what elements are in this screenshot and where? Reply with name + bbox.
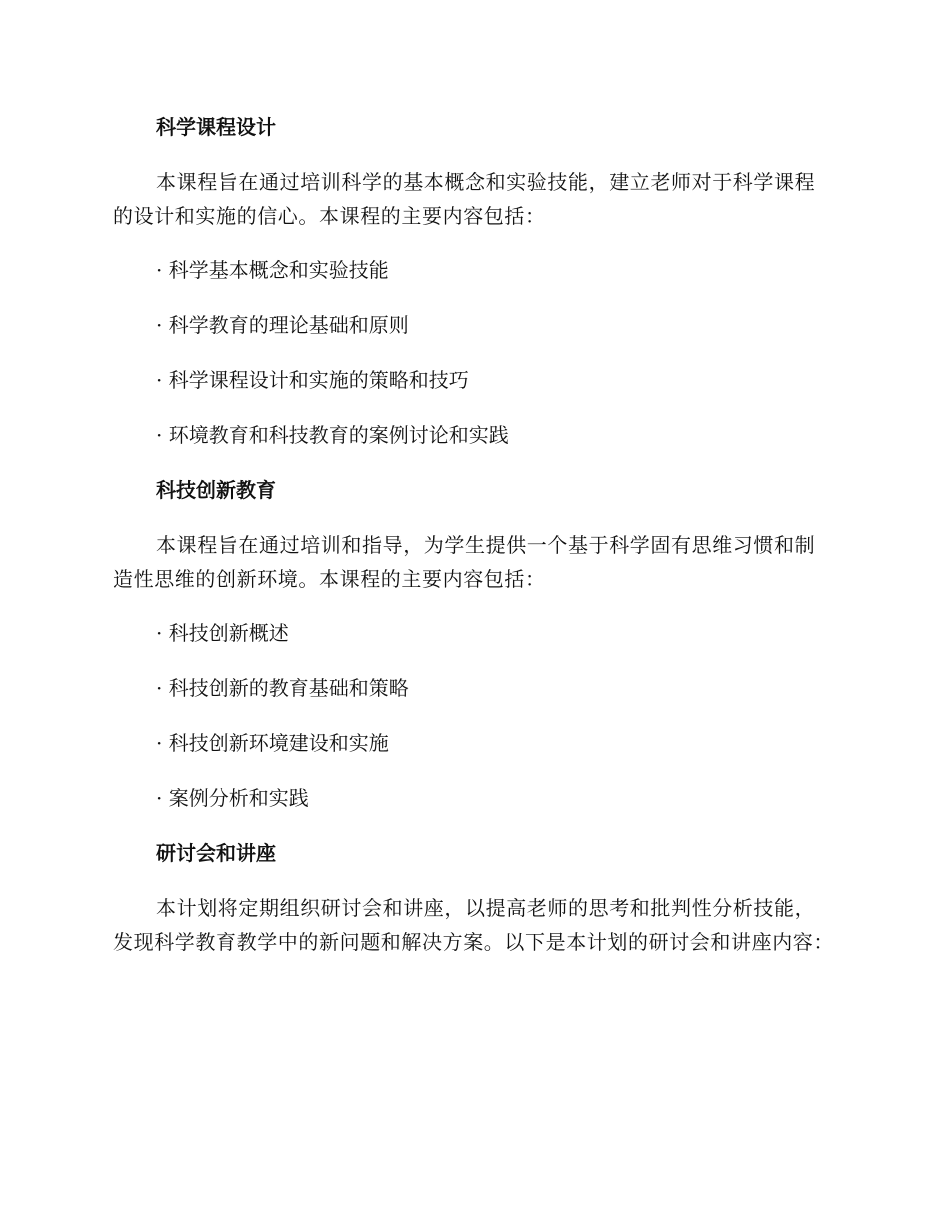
section-science-curriculum-design xyxy=(113,100,835,463)
bullet-list xyxy=(113,606,835,826)
section-tech-innovation-education xyxy=(113,463,835,826)
bullet-item: · 科学基本概念和实验技能 xyxy=(156,258,389,282)
section-paragraph: 本课程旨在通过培训科学的基本概念和实验技能，建立老师对于科学课程的设计和实施的信心。本课程的主要内容包括： xyxy=(113,170,816,228)
bullet-item: · 科技创新的教育基础和策略 xyxy=(156,676,409,700)
bullet-item: · 科技创新环境建设和实施 xyxy=(156,731,389,755)
bullet-item: · 案例分析和实践 xyxy=(156,786,309,810)
bullet-item: · 环境教育和科技教育的案例讨论和实践 xyxy=(156,423,509,447)
bullet-item: · 科技创新概述 xyxy=(156,621,289,645)
section-seminars-and-lectures xyxy=(113,826,835,969)
document-page xyxy=(113,100,835,969)
section-heading: 科技创新教育 xyxy=(156,478,276,502)
section-paragraph: 本计划将定期组织研讨会和讲座，以提高老师的思考和批判性分析技能，发现科学教育教学中的新问题和解决方案。以下是本计划的研讨会和讲座内容： xyxy=(113,896,834,954)
bullet-item: · 科学教育的理论基础和原则 xyxy=(156,313,409,337)
section-heading: 研讨会和讲座 xyxy=(156,841,276,865)
bullet-list xyxy=(113,243,835,463)
section-paragraph: 本课程旨在通过培训和指导，为学生提供一个基于科学固有思维习惯和制造性思维的创新环境。本课程的主要内容包括： xyxy=(113,533,816,591)
bullet-item: · 科学课程设计和实施的策略和技巧 xyxy=(156,368,469,392)
section-heading: 科学课程设计 xyxy=(156,115,276,139)
